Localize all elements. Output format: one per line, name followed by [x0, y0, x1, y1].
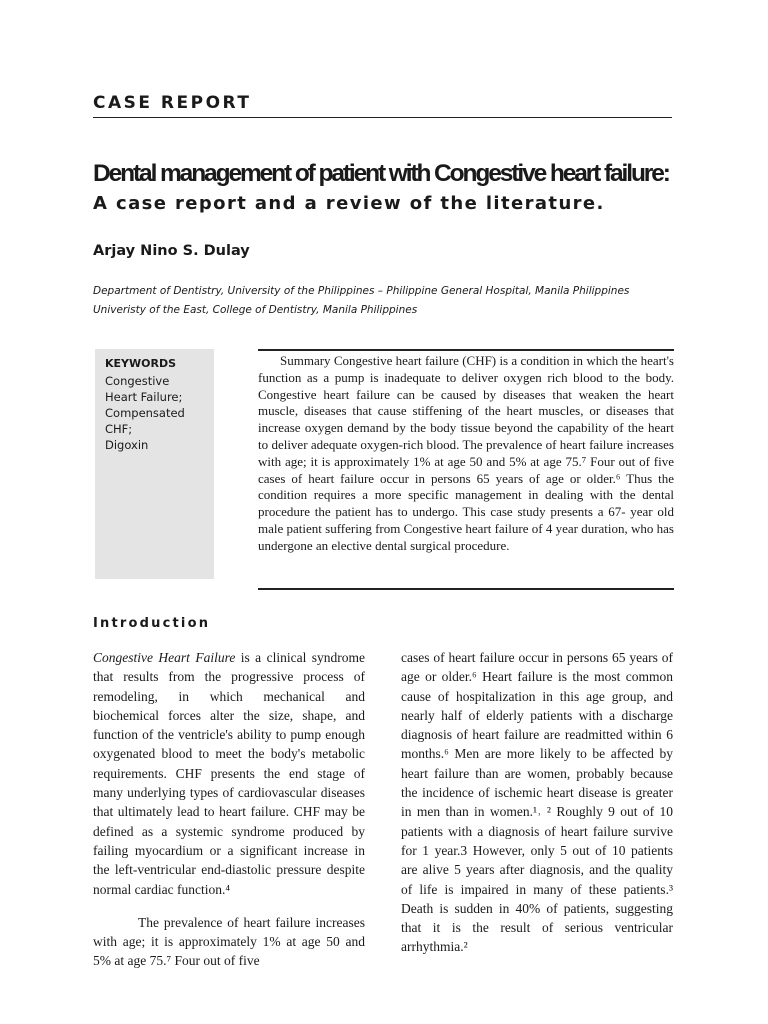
author-name: Arjay Nino S. Dulay — [93, 243, 250, 259]
keyword-item: Compensated CHF; — [105, 406, 185, 436]
intro-paragraph-2: The prevalence of heart failure increases with age; it is approximately 1% at age 50 and 5% at age 75.⁷ Four out of five — [93, 914, 365, 969]
section-label: CASE REPORT — [93, 93, 252, 113]
keywords-heading: KEYWORDS — [105, 357, 177, 370]
keyword-item: Congestive Heart Failure; — [105, 374, 183, 404]
body-column-right — [401, 648, 673, 957]
intro-paragraph-1-text: is a clinical syndrome that results from the progressive process of remodeling, in which mechanical and biochemical forces alter the size, shape, and function of the ventricle's ability to pump enough oxygenated blood to meet the body's metabolic requirements. CHF presents the end stage of many underlying types of cardiovascular diseases that ultimately lead to heart failure. CHF may be defined as a systemic syndrome produced by failing myocardium or a significant increase in the left-ventricular end-diastolic pressure despite normal cardiac function.⁴ — [93, 650, 365, 897]
affiliation-1: Department of Dentistry, University of the Philippines – Philippine General Hospital, Manila Philippines — [93, 285, 630, 297]
abstract-text: Summary Congestive heart failure (CHF) is a condition in which the heart's function as a pump is inadequate to deliver oxygen rich blood to the body. Congestive heart failure can be caused by diseases that weaken the heart muscle, diseases that cause stiffening of the heart muscles, or diseases that increase oxygen demand by the body tissue beyond the capability of the heart to deliver adequate oxygen-rich blood. The prevalence of heart failure increases with age; it is approximately 1% at age 50 and 5% at age 75.⁷ Four out of five cases of heart failure occur in persons 65 years of age or older.⁶ Thus the condition requires a more specific management in dealing with the dental procedure the patient has to undergo. This case study presents a 67- year old male patient suffering from Congestive heart failure of 4 year duration, who has undergone an elective dental surgical procedure. — [258, 353, 674, 553]
article-subtitle: A case report and a review of the literature. — [93, 193, 605, 214]
abstract-box — [258, 349, 674, 590]
keywords-box — [95, 349, 214, 579]
section-divider — [93, 117, 672, 118]
keyword-item: Digoxin — [105, 438, 149, 452]
introduction-heading: Introduction — [93, 616, 211, 631]
article-title: Dental management of patient with Congestive heart failure: — [93, 160, 669, 187]
intro-paragraph-1 — [93, 648, 365, 899]
body-column-left — [93, 648, 365, 971]
affiliation-2: Univeristy of the East, College of Dentistry, Manila Philippines — [93, 304, 418, 316]
intro-paragraph-3: cases of heart failure occur in persons 65 years of age or older.⁶ Heart failure is the most common cause of hospitalization in this age group, and nearly half of elderly patients with a discharge diagnosis of heart failure are readmitted within 6 months.⁶ Men are more likely to be affected by heart failure than are women, probably because the incidence of ischemic heart disease is greater in men than in women.¹˒ ² Roughly 9 out of 10 patients with a diagnosis of heart failure survive for 1 year.3 However, only 5 out of 10 patients are alive 5 years after diagnosis, and the quality of life is impaired in many of these patients.³ Death is sudden in 40% of patients, suggesting that it is the result of serious ventricular arrhythmia.² — [401, 650, 673, 955]
intro-term: Congestive Heart Failure — [93, 650, 236, 665]
